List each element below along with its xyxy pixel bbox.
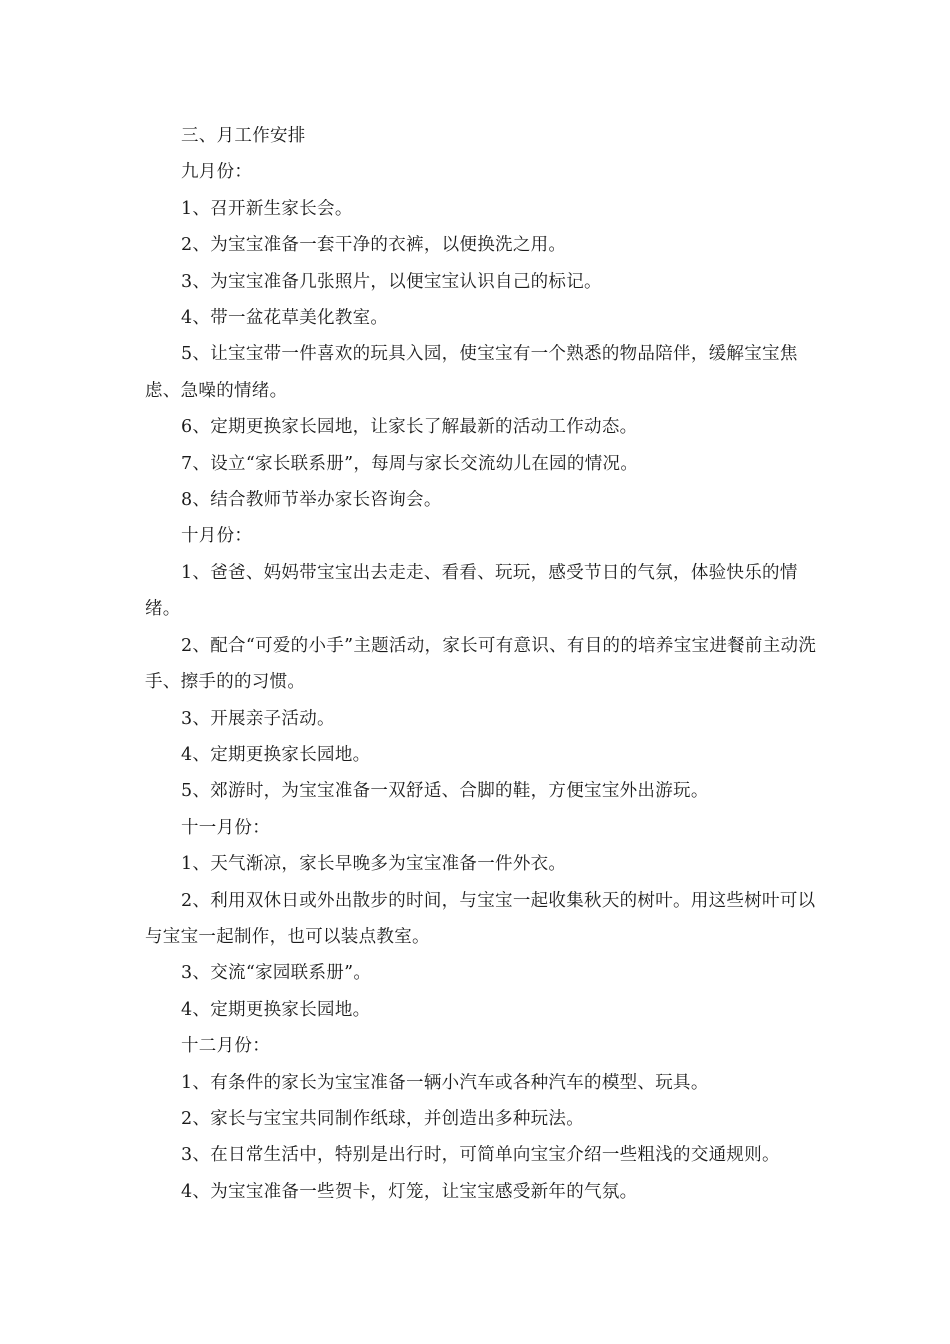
list-item: 4、带一盆花草美化教室。 [181, 308, 389, 329]
list-item: 1、有条件的家长为宝宝准备一辆小汽车或各种汽车的模型、玩具。 [181, 1072, 709, 1093]
list-item: 2、利用双休日或外出散步的时间，与宝宝一起收集秋天的树叶。用这些树叶可以与宝宝一起制作，也可以装点教室。 [145, 890, 816, 947]
list-item: 6、定期更换家长园地，让家长了解最新的活动工作动态。 [181, 417, 638, 438]
list-item: 5、让宝宝带一件喜欢的玩具入园，使宝宝有一个熟悉的物品陪伴，缓解宝宝焦虑、急噪的情绪。 [145, 344, 798, 401]
list-item: 3、为宝宝准备几张照片，以便宝宝认识自己的标记。 [181, 271, 602, 292]
month-heading-november: 十一月份： [181, 817, 270, 838]
list-item: 2、配合“可爱的小手”主题活动，家长可有意识、有目的的培养宝宝进餐前主动洗手、擦手的的习惯。 [145, 635, 817, 693]
list-item: 1、天气渐凉，家长早晚多为宝宝准备一件外衣。 [181, 854, 567, 875]
document-page [145, 118, 817, 1210]
section-heading: 三、月工作安排 [181, 126, 306, 146]
list-item: 4、为宝宝准备一些贺卡，灯笼，让宝宝感受新年的气氛。 [181, 1181, 638, 1202]
list-item: 3、在日常生活中，特别是出行时，可简单向宝宝介绍一些粗浅的交通规则。 [181, 1145, 780, 1166]
list-item: 1、爸爸、妈妈带宝宝出去走走、看看、玩玩，感受节日的气氛，体验快乐的情绪。 [145, 562, 798, 620]
list-item: 8、结合教师节举办家长咨询会。 [181, 490, 442, 511]
month-heading-september: 九月份： [181, 162, 253, 183]
list-item: 4、定期更换家长园地。 [181, 999, 371, 1020]
list-item: 2、为宝宝准备一套干净的衣裤，以便换洗之用。 [181, 235, 567, 256]
list-item: 5、郊游时，为宝宝准备一双舒适、合脚的鞋，方便宝宝外出游玩。 [181, 781, 709, 802]
list-item: 4、定期更换家长园地。 [181, 744, 371, 765]
list-item: 3、开展亲子活动。 [181, 708, 335, 729]
list-item: 1、召开新生家长会。 [181, 198, 353, 219]
month-heading-december: 十二月份： [181, 1036, 270, 1057]
list-item: 3、交流“家园联系册”。 [181, 963, 372, 984]
list-item: 2、家长与宝宝共同制作纸球，并创造出多种玩法。 [181, 1108, 585, 1129]
list-item: 7、设立“家长联系册”，每周与家长交流幼儿在园的情况。 [181, 453, 639, 474]
month-heading-october: 十月份： [181, 526, 253, 547]
